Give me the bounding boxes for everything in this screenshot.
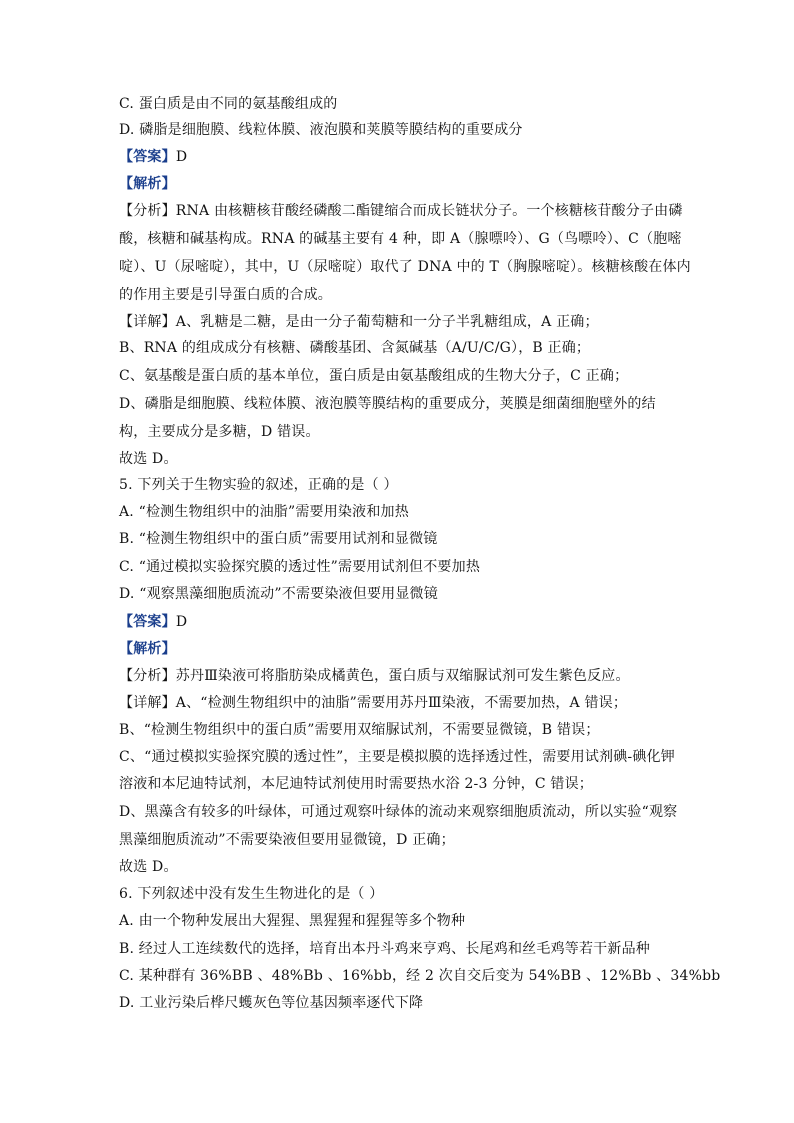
- analysis-tag: 【解析】: [119, 641, 176, 657]
- answer-line-2: [119, 612, 734, 632]
- conclusion-line: 故选 D。: [119, 859, 178, 875]
- explanation-line: 的作用主要是引导蛋白质的合成。: [119, 287, 332, 303]
- explanation-line: 【分析】RNA 由核糖核苷酸经磷酸二酯键缩合而成长链状分子。一个核糖核苷酸分子由磷: [119, 203, 683, 219]
- answer-value: D: [175, 614, 188, 630]
- explanation-line: 【详解】A、“检测生物组织中的油脂”需要用苏丹Ⅲ染液，不需要加热，A 错误；: [119, 695, 628, 711]
- explanation-line: D、磷脂是细胞膜、线粒体膜、液泡膜等膜结构的重要成分，荚膜是细菌细胞壁外的结: [119, 396, 656, 412]
- conclusion-line: 故选 D。: [119, 451, 178, 467]
- explanation-line: 【分析】苏丹Ⅲ染液可将脂肪染成橘黄色，蛋白质与双缩脲试剂可发生紫色反应。: [119, 668, 630, 684]
- explanation-line: B、“检测生物组织中的蛋白质”需要用双缩脲试剂，不需要显微镜，B 错误；: [119, 722, 600, 738]
- question-5-option-d: D. “观察黑藻细胞质流动”不需要染液但要用显微镜: [119, 586, 438, 602]
- question-5-stem: 5. 下列关于生物实验的叙述，正确的是（ ）: [119, 477, 398, 493]
- question-6-option-c: C. 某种群有 36%BB 、48%Bb 、16%bb，经 2 次自交后变为 54%BB 、12%Bb 、34%bb: [119, 968, 721, 984]
- explanation-line: B、RNA 的组成成分有核糖、磷酸基团、含氮碱基（A/U/C/G），B 正确；: [119, 340, 591, 356]
- option-c-line: C. 蛋白质是由不同的氨基酸组成的: [119, 96, 338, 112]
- analysis-heading-1: [119, 174, 734, 194]
- question-5-option-b: B. “检测生物组织中的蛋白质”需要用试剂和显微镜: [119, 531, 438, 547]
- explanation-line: 溶液和本尼迪特试剂，本尼迪特试剂使用时需要热水浴 2-3 分钟，C 错误；: [119, 776, 594, 792]
- explanation-line: C、氨基酸是蛋白质的基本单位，蛋白质是由氨基酸组成的生物大分子，C 正确；: [119, 368, 629, 384]
- answer-value: D: [175, 149, 188, 165]
- answer-line-1: [119, 147, 734, 167]
- answer-tag: 【答案】: [119, 149, 176, 165]
- question-6-option-a: A. 由一个物种发展出大猩猩、黑猩猩和猩猩等多个物种: [119, 913, 466, 929]
- explanation-line: 【详解】A、乳糖是二糖，是由一分子葡萄糖和一分子半乳糖组成，A 正确；: [119, 314, 599, 330]
- option-d-line: D. 磷脂是细胞膜、线粒体膜、液泡膜和荚膜等膜结构的重要成分: [119, 122, 523, 138]
- explanation-line: C、“通过模拟实验探究膜的透过性”，主要是模拟膜的选择透过性，需要用试剂碘-碘化钾: [119, 749, 675, 765]
- explanation-line: 黑藻细胞质流动”不需要染液但要用显微镜，D 正确；: [119, 832, 455, 848]
- analysis-tag: 【解析】: [119, 176, 176, 192]
- analysis-heading-2: [119, 639, 734, 659]
- question-6-option-b: B. 经过人工连续数代的选择，培育出本丹斗鸡来亨鸡、长尾鸡和丝毛鸡等若干新品种: [119, 941, 650, 957]
- question-5-option-a: A. “检测生物组织中的油脂”需要用染液和加热: [119, 504, 409, 520]
- explanation-line: D、黑藻含有较多的叶绿体，可通过观察叶绿体的流动来观察细胞质流动，所以实验“观察: [119, 804, 678, 820]
- question-6-option-d: D. 工业污染后桦尺蠖灰色等位基因频率逐代下降: [119, 995, 424, 1011]
- question-6-stem: 6. 下列叙述中没有发生生物进化的是（ ）: [119, 886, 384, 902]
- explanation-line: 啶）、U（尿嘧啶），其中，U（尿嘧啶）取代了 DNA 中的 T（胸腺嘧啶）。核糖核酸在体内: [119, 259, 691, 275]
- explanation-line: 构，主要成分是多糖，D 错误。: [119, 424, 320, 440]
- explanation-line: 酸，核糖和碱基构成。RNA 的碱基主要有 4 种，即 A（腺嘌呤）、G（鸟嘌呤）、C（胞嘧: [119, 231, 682, 247]
- answer-tag: 【答案】: [119, 614, 176, 630]
- question-5-option-c: C. “通过模拟实验探究膜的透过性”需要用试剂但不要加热: [119, 559, 481, 575]
